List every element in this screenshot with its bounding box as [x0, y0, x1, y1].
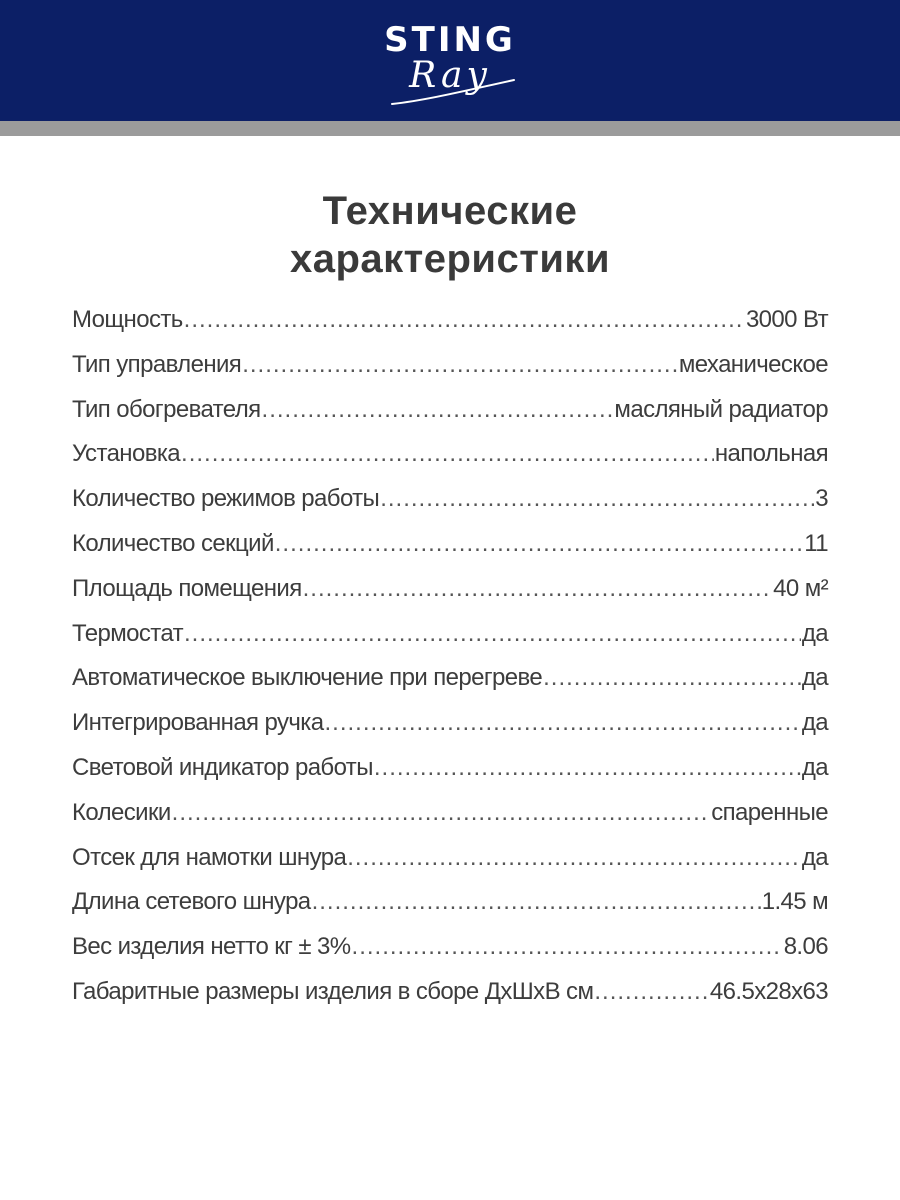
dot-leader: [275, 530, 804, 558]
spec-label: Интегрированная ручка: [72, 709, 324, 737]
spec-row: [72, 799, 828, 844]
spec-row: [72, 530, 828, 575]
spec-label: Вес изделия нетто кг ± 3%: [72, 933, 351, 961]
spec-label: Термостат: [72, 619, 183, 647]
spec-value: спаренные: [711, 798, 828, 826]
page-title-line-2: характеристики: [289, 236, 611, 281]
page-title: [0, 187, 900, 283]
spec-row: [72, 933, 828, 978]
spec-row: [72, 620, 828, 665]
dot-leader: [543, 664, 801, 692]
dot-leader: [262, 396, 614, 424]
dot-leader: [303, 575, 773, 603]
spec-row: [72, 306, 828, 351]
spec-list: [72, 306, 828, 1023]
dot-leader: [594, 978, 709, 1006]
spec-value: да: [801, 753, 828, 781]
spec-value: 46.5x28x63: [709, 977, 828, 1005]
spec-row: [72, 709, 828, 754]
logo-swash-icon: [388, 60, 518, 110]
spec-value: 1.45 м: [761, 888, 828, 916]
dot-leader: [312, 888, 761, 916]
dot-leader: [184, 620, 801, 648]
spec-value: 40 м²: [773, 574, 828, 602]
dot-leader: [172, 799, 711, 827]
spec-label: Автоматическое выключение при перегреве: [72, 664, 543, 692]
brand-logo: [0, 16, 900, 106]
spec-label: Габаритные размеры изделия в сборе ДхШхВ см: [72, 977, 594, 1005]
spec-value: напольная: [714, 440, 828, 468]
dot-leader: [242, 351, 678, 379]
spec-label: Тип управления: [72, 350, 242, 378]
spec-row: [72, 978, 828, 1023]
page-title-line-1: Технические: [322, 188, 578, 233]
spec-label: Колесики: [72, 798, 171, 826]
spec-value: 11: [804, 529, 828, 557]
logo-script-text: Ray: [409, 55, 491, 96]
spec-label: Длина сетевого шнура: [72, 888, 311, 916]
spec-label: Тип обогревателя: [72, 395, 261, 423]
spec-row: [72, 888, 828, 933]
spec-value: да: [801, 709, 828, 737]
spec-row: [72, 664, 828, 709]
spec-row: [72, 440, 828, 485]
spec-value: да: [801, 843, 828, 871]
spec-label: Мощность: [72, 306, 183, 333]
dot-leader: [352, 933, 783, 961]
spec-row: [72, 485, 828, 530]
spec-value: да: [801, 619, 828, 647]
spec-value: масляный радиатор: [614, 395, 828, 423]
dot-leader: [184, 306, 745, 334]
header-stripe: [0, 121, 900, 136]
spec-row: [72, 844, 828, 889]
spec-value: 3000 Вт: [745, 306, 828, 333]
dot-leader: [324, 709, 800, 737]
spec-row: [72, 396, 828, 441]
spec-label: Площадь помещения: [72, 574, 302, 602]
dot-leader: [347, 844, 801, 872]
spec-value: да: [801, 664, 828, 692]
spec-label: Количество секций: [72, 529, 274, 557]
spec-row: [72, 754, 828, 799]
dot-leader: [380, 485, 814, 513]
dot-leader: [374, 754, 801, 782]
spec-label: Отсек для намотки шнура: [72, 843, 347, 871]
logo-brand-text: STING: [384, 20, 516, 60]
spec-value: 3: [815, 485, 828, 513]
spec-row: [72, 351, 828, 396]
spec-label: Установка: [72, 440, 181, 468]
spec-label: Количество режимов работы: [72, 485, 380, 513]
spec-row: [72, 575, 828, 620]
spec-value: механическое: [678, 350, 828, 378]
spec-value: 8.06: [783, 933, 828, 961]
dot-leader: [181, 440, 714, 468]
spec-label: Световой индикатор работы: [72, 753, 373, 781]
